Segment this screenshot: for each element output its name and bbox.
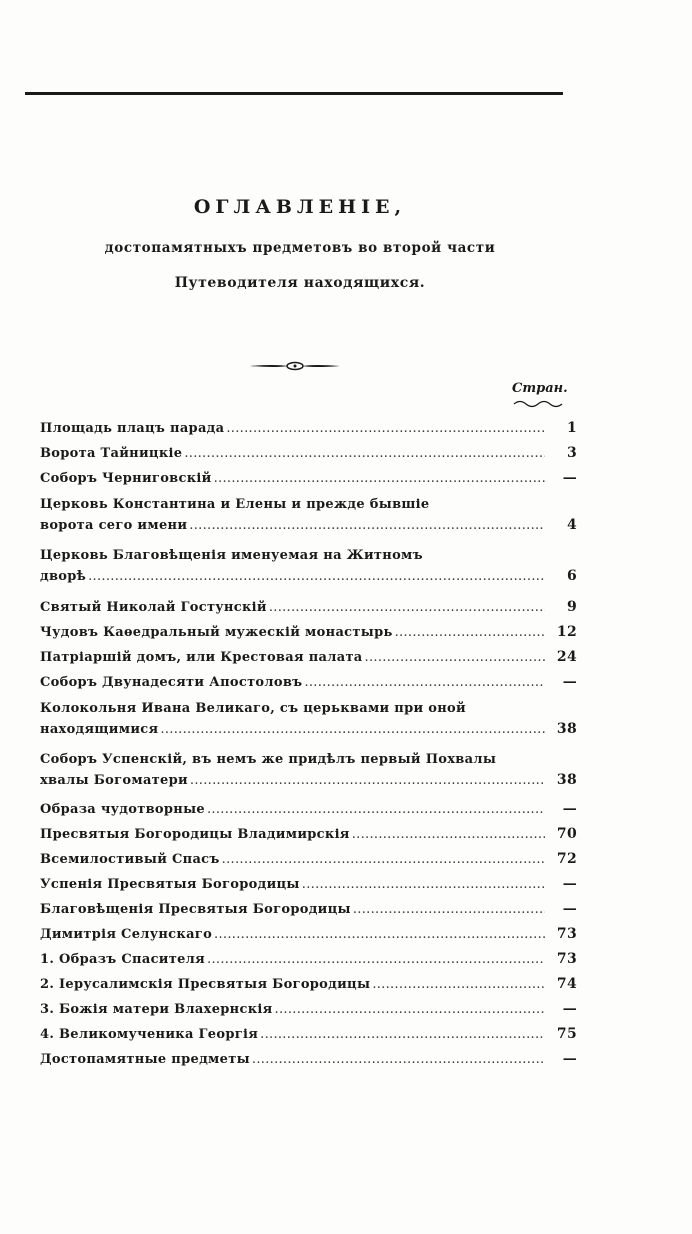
- toc-entry: [40, 701, 577, 741]
- ornament-divider-icon: [250, 360, 340, 372]
- toc-entry-title: Благовѣщенія Пресвятыя Богородицы: [40, 902, 351, 917]
- toc-entry: [40, 497, 577, 537]
- toc-entry-page: 1: [566, 420, 577, 436]
- toc-entry-title: 2. Іерусалимскія Пресвятыя Богородицы: [40, 977, 371, 992]
- toc-entry-title-line1: Церковь Благовѣщенія именуемая на Житномъ: [40, 548, 423, 563]
- toc-entry: [40, 901, 577, 921]
- toc-entry-title: дворѣ: [40, 569, 87, 584]
- toc-entry: [40, 976, 577, 996]
- toc-entry: [40, 851, 577, 871]
- toc-entry-title: Всемилостивый Спасъ: [40, 852, 220, 867]
- toc-entry-page: 72: [556, 851, 577, 867]
- toc-entry-page: 12: [556, 624, 577, 640]
- toc-entry-title: Успенія Пресвятыя Богородицы: [40, 877, 300, 892]
- toc-entry: [40, 1001, 577, 1021]
- toc-entry-page: 73: [556, 926, 577, 942]
- toc-entry-page: 70: [556, 826, 577, 842]
- toc-entry-title-line1: Колокольня Ивана Великаго, съ церьквами при оной: [40, 701, 466, 716]
- toc-entry: [40, 420, 577, 440]
- toc-entry-title: Димитрія Селунскаго: [40, 927, 213, 942]
- toc-entry-page: 73: [556, 951, 577, 967]
- toc-entry-title: 4. Великомученика Георгія: [40, 1027, 259, 1042]
- toc-entry-title: Соборъ Черниговскій: [40, 471, 212, 486]
- toc-entry: [40, 826, 577, 846]
- toc-entry-title: 3. Божія матери Влахернскія: [40, 1002, 273, 1017]
- toc-entry: [40, 876, 577, 896]
- toc-entry-title: находящимися: [40, 722, 159, 737]
- toc-entry: [40, 752, 577, 792]
- toc-entry-title-line1: Соборъ Успенскій, въ немъ же придѣлъ первый Похвалы: [40, 752, 497, 767]
- top-rule: [25, 92, 563, 95]
- toc-entry: [40, 445, 577, 465]
- toc-entry-page: 38: [556, 721, 577, 737]
- toc-entry-title: хвалы Богоматери: [40, 773, 188, 788]
- toc-entry-title: Образа чудотворные: [40, 802, 205, 817]
- toc-entry-title: 1. Образъ Спасителя: [40, 952, 206, 967]
- subtitle-line-2: Путеводителя находящихся.: [174, 275, 426, 291]
- toc-entry: [40, 599, 577, 619]
- toc-entry-title: Пресвятыя Богородицы Владимирскія: [40, 827, 350, 842]
- toc-entry-page: 74: [556, 976, 577, 992]
- toc-entry-page: —: [562, 801, 577, 817]
- subtitle-line-1: достопамятныхъ предметовъ во второй части: [104, 240, 496, 256]
- toc-entry-page: —: [562, 876, 577, 892]
- toc-entry-page: —: [562, 674, 577, 690]
- toc-entry-page: 24: [556, 649, 577, 665]
- toc-entry: [40, 1051, 577, 1071]
- toc-entry: [40, 926, 577, 946]
- toc-entry-page: 3: [566, 445, 577, 461]
- toc-entry-page: 75: [556, 1026, 577, 1042]
- toc-entry-page: —: [562, 1001, 577, 1017]
- toc-entry-page: —: [562, 901, 577, 917]
- page-column-header: Стран.: [512, 381, 568, 396]
- toc-entry-title: Святый Николай Гостунскій: [40, 600, 267, 615]
- toc-entry-page: 38: [556, 772, 577, 788]
- toc-entry-title-line1: Церковь Константина и Елены и прежде бывшіе: [40, 497, 430, 512]
- toc-entry: [40, 470, 577, 490]
- toc-entry: [40, 951, 577, 971]
- toc-entry-page: 4: [566, 517, 577, 533]
- toc-entry-page: 9: [566, 599, 577, 615]
- page-title: ОГЛАВЛЕНІЕ,: [193, 196, 407, 218]
- wave-flourish-icon: [512, 399, 566, 409]
- toc-entry: [40, 649, 577, 669]
- toc-entry: [40, 674, 577, 694]
- toc-entry: [40, 548, 577, 588]
- toc-entry: [40, 801, 577, 821]
- toc-entry: [40, 1026, 577, 1046]
- toc-entry-title: Достопамятные предметы: [40, 1052, 250, 1067]
- toc-entry-title: Патріаршій домъ, или Крестовая палата: [40, 650, 363, 665]
- toc-entry-title: ворота сего имени: [40, 518, 188, 533]
- toc-entry-title: Чудовъ Каѳедральный мужескій монастырь: [40, 625, 393, 640]
- toc-entry: [40, 624, 577, 644]
- toc-entry-title: Ворота Тайницкіе: [40, 446, 183, 461]
- toc-entry-page: —: [562, 470, 577, 486]
- toc-entry-title: Площадь плацъ парада: [40, 421, 225, 436]
- toc-entry-page: 6: [566, 568, 577, 584]
- toc-entry-title: Соборъ Двунадесяти Апостоловъ: [40, 675, 303, 690]
- toc-entry-page: —: [562, 1051, 577, 1067]
